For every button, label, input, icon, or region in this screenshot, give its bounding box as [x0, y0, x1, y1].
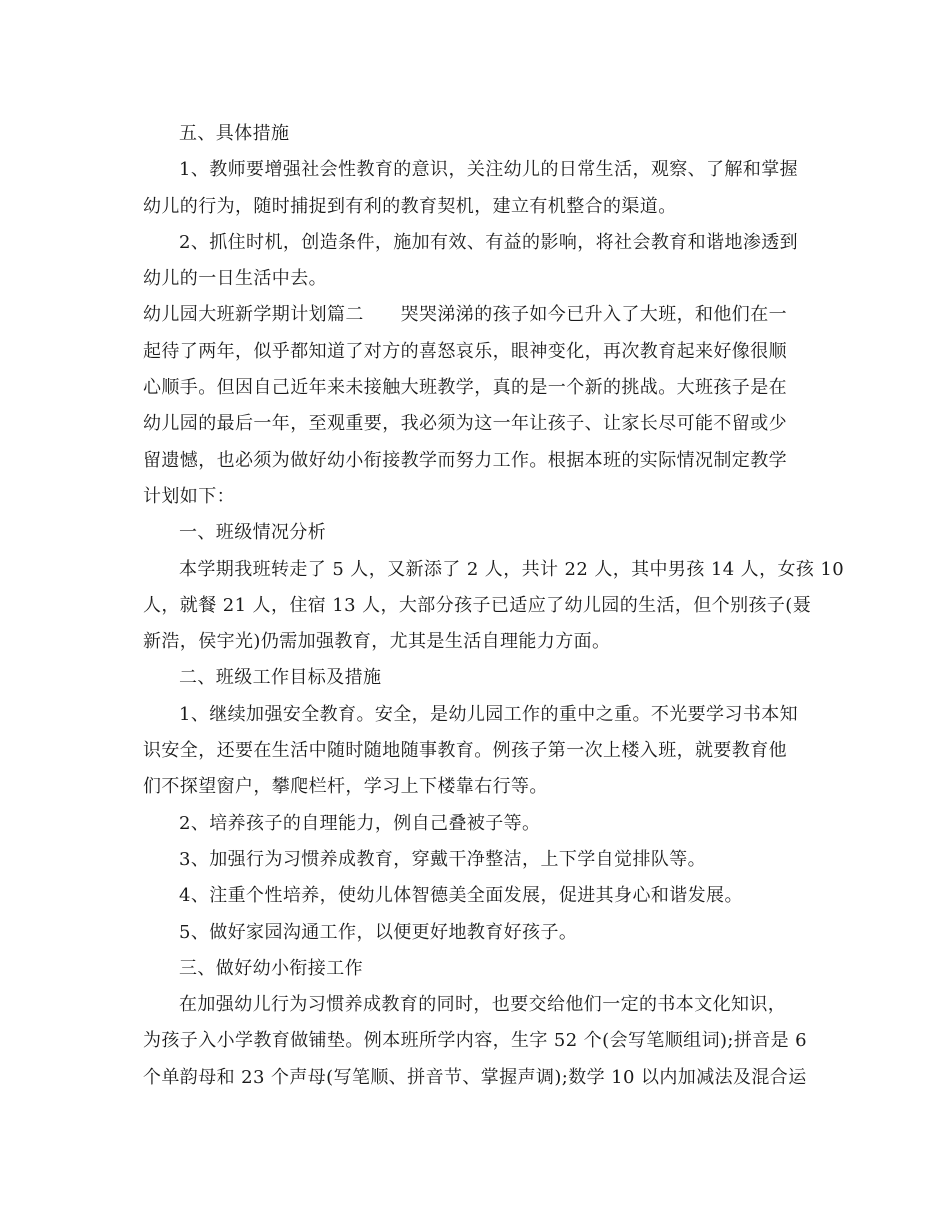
text-line: 为孩子入小学教育做铺垫。例本班所学内容，生字 52 个(会写笔顺组词);拼音是 6	[143, 1030, 808, 1052]
text-line: 1、教师要增强社会性教育的意识，关注幼儿的日常生活，观察、了解和掌握	[179, 159, 799, 181]
text-line: 识安全，还要在生活中随时随地随事教育。例孩子第一次上楼入班，就要教育他	[143, 740, 787, 762]
text-line: 1、继续加强安全教育。安全，是幼儿园工作的重中之重。不光要学习书本知	[179, 703, 799, 725]
text-line: 2、培养孩子的自理能力，例自己叠被子等。	[179, 812, 541, 834]
text-line: 2、抓住时机，创造条件，施加有效、有益的影响，将社会教育和谐地渗透到	[179, 231, 799, 253]
text-line: 三、做好幼小衔接工作	[179, 957, 363, 979]
text-line: 4、注重个性培养，使幼儿体智德美全面发展，促进其身心和谐发展。	[179, 885, 743, 907]
text-line: 一、班级情况分析	[179, 522, 327, 544]
text-line: 留遗憾，也必须为做好幼小衔接教学而努力工作。根据本班的实际情况制定教学	[143, 449, 787, 471]
text-line: 在加强幼儿行为习惯养成教育的同时，也要交给他们一定的书本文化知识，	[179, 994, 787, 1016]
text-line: 个单韵母和 23 个声母(写笔顺、拼音节、掌握声调);数学 10 以内加减法及混合运	[143, 1066, 807, 1088]
document-body	[143, 116, 845, 1096]
text-line: 5、做好家园沟通工作，以便更好地教育好孩子。	[179, 921, 578, 943]
text-line: 幼儿的行为，随时捕捉到有利的教育契机，建立有机整合的渠道。	[143, 195, 677, 217]
text-line: 幼儿园大班新学期计划篇二 哭哭涕涕的孩子如今已升入了大班，和他们在一	[143, 304, 787, 326]
text-line: 心顺手。但因自己近年来未接触大班教学，真的是一个新的挑战。大班孩子是在	[143, 377, 787, 399]
text-line: 起待了两年，似乎都知道了对方的喜怒哀乐，眼神变化，再次教育起来好像很顺	[143, 340, 787, 362]
text-line: 二、班级工作目标及措施	[179, 667, 382, 689]
text-line: 计划如下：	[143, 485, 235, 507]
text-line: 3、加强行为习惯养成教育，穿戴干净整洁，上下学自觉排队等。	[179, 848, 707, 870]
text-line: 本学期我班转走了 5 人，又新添了 2 人，共计 22 人，其中男孩 14 人，女孩 10	[179, 558, 845, 580]
text-line: 幼儿园的最后一年，至观重要，我必须为这一年让孩子、让家长尽可能不留或少	[143, 413, 787, 435]
text-line: 们不探望窗户，攀爬栏杆，学习上下楼靠右行等。	[143, 776, 548, 798]
text-line: 新浩，侯宇光)仍需加强教育，尤其是生活自理能力方面。	[143, 631, 611, 653]
text-line: 人，就餐 21 人，住宿 13 人，大部分孩子已适应了幼儿园的生活，但个别孩子(聂	[143, 594, 812, 616]
text-line: 五、具体措施	[179, 123, 290, 144]
text-line: 幼儿的一日生活中去。	[143, 268, 327, 290]
